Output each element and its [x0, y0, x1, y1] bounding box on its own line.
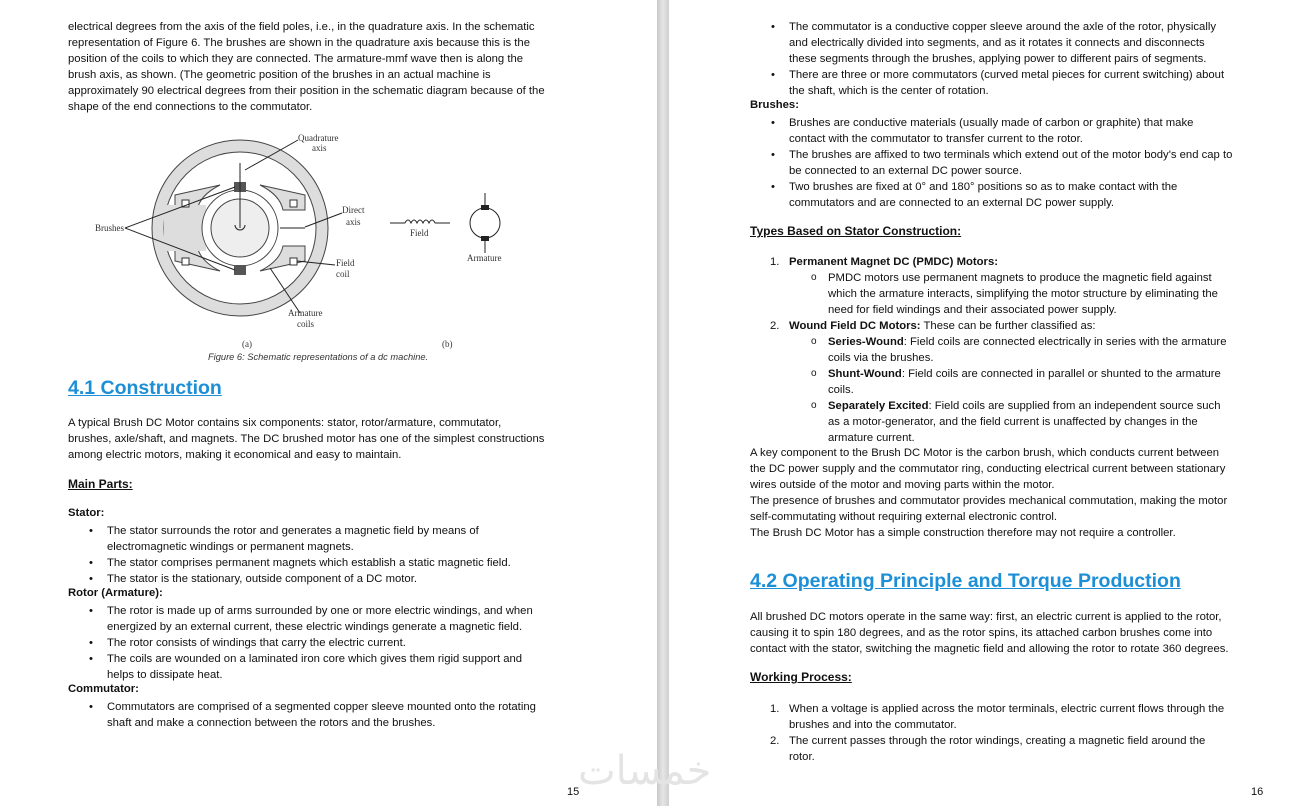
machine-cross-section: [125, 140, 342, 316]
figure-caption: Figure 6: Schematic representations of a dc machine.: [208, 352, 429, 362]
text-line: causing it to spin 180 degrees, and as the rotor spins, its attached carbon brushes come into: [750, 627, 1213, 639]
page-gutter: [657, 0, 669, 806]
list-item: [811, 334, 1227, 366]
list-item: [811, 270, 1218, 318]
text-line: rotor.: [789, 751, 815, 763]
label-armature-coils: Armature: [288, 308, 323, 318]
list-item: [89, 635, 533, 651]
watermark: خمسات: [578, 748, 712, 794]
list-item: [771, 147, 1233, 179]
bold-term: Shunt-Wound: [828, 368, 902, 380]
text-line: All brushed DC motors operate in the same way: first, an electric current is applied to the rotor,: [750, 611, 1222, 623]
label-armature: Armature: [467, 253, 502, 263]
bullet-icon: •: [771, 117, 775, 129]
text-line: need for field windings and their associated power supply.: [828, 304, 1117, 316]
label-field-coil: Field: [336, 258, 355, 268]
text-line: The coils are wounded on a laminated iron core which gives them rigid support and: [107, 653, 523, 665]
brushes-label: Brushes:: [750, 99, 799, 111]
text-line: contact with the stator, switching the magnetic field and allowing the rotor to rotate 360 degrees.: [750, 643, 1229, 655]
list-item: [89, 523, 511, 555]
list-item: [770, 733, 1224, 765]
field-symbol: [390, 220, 450, 223]
list-item: [89, 571, 511, 587]
text-line: When a voltage is applied across the motor terminals, electric current flows through the: [789, 703, 1225, 715]
rotor-list: [89, 603, 533, 683]
text-line: among electric motors, making it economical and easy to maintain.: [68, 449, 402, 461]
text-line: [828, 398, 1226, 414]
text-line: Two brushes are fixed at 0° and 180° positions so as to make contact with the: [789, 181, 1178, 193]
item-text: : Field coils are connected in parallel or shunted to the armature: [901, 368, 1221, 380]
bullet-icon: •: [771, 21, 775, 33]
commutator-list-cont: [771, 19, 1225, 99]
list-item: [811, 398, 1226, 446]
page-number: 16: [1251, 786, 1264, 798]
page-15: [0, 0, 657, 806]
brushes-list: [771, 115, 1233, 211]
list-item: [770, 254, 998, 270]
text-line: commutators and are connected to an external DC power supply.: [789, 197, 1115, 209]
bold-term: Series-Wound: [828, 336, 904, 348]
types-item-2: [770, 318, 1096, 334]
label-field: Field: [410, 228, 429, 238]
item-text: : Field coils are supplied from an independent source such: [928, 400, 1221, 412]
bullet-icon: •: [89, 701, 93, 713]
wound-list: [811, 334, 1227, 446]
text-line: The brushes are affixed to two terminals which extend out of the motor body's end cap to: [789, 149, 1233, 161]
text-line: these segments through the brushes, applying power to different pairs of segments.: [789, 53, 1207, 65]
bullet-icon: •: [771, 149, 775, 161]
key-paragraph: [750, 445, 1227, 541]
label-b: (b): [442, 339, 453, 349]
text-line: Brushes are conductive materials (usually made of carbon or graphite) that make: [789, 117, 1194, 129]
text-line: [789, 318, 1096, 334]
armature-symbol: [470, 193, 500, 253]
label-quadrature-axis: axis: [312, 143, 327, 153]
text-line: electromagnetic windings or permanent magnets.: [107, 541, 354, 553]
types-heading: Types Based on Stator Construction:: [750, 224, 962, 238]
text-line: be connected to an external DC power source.: [789, 165, 1022, 177]
label-quadrature: Quadrature: [298, 133, 339, 143]
list-number: 1.: [770, 703, 780, 715]
text-line: as a motor-generator, and the field current is unaffected by changes in the: [828, 416, 1198, 428]
list-number: 2.: [770, 320, 780, 332]
text-line: helps to dissipate heat.: [107, 669, 223, 681]
bullet-icon: •: [89, 637, 93, 649]
bullet-icon: •: [771, 181, 775, 193]
text-line: the shaft, which is the center of rotation.: [789, 85, 989, 97]
text-line: [828, 366, 1226, 382]
list-item: [811, 366, 1226, 398]
text-line: The stator surrounds the rotor and generates a magnetic field by means of: [107, 525, 479, 537]
text-line: [789, 254, 998, 270]
list-item: [770, 318, 1096, 334]
text-line: PMDC motors use permanent magnets to produce the magnetic field against: [828, 272, 1212, 284]
item-text: These can be further classified as:: [920, 320, 1096, 332]
list-number: 2.: [770, 735, 780, 747]
label-field-coil-2: coil: [336, 269, 350, 279]
bullet-icon: •: [89, 573, 93, 585]
stator-label: Stator:: [68, 507, 105, 519]
text-line: There are three or more commutators (curved metal pieces for current switching) about: [789, 69, 1225, 81]
text-line: The current passes through the rotor windings, creating a magnetic field around the: [789, 735, 1206, 747]
list-item: [89, 603, 533, 635]
text-line: position of the coils to which they are connected. The armature-mmf wave then is along the: [68, 53, 524, 65]
list-item: [89, 555, 511, 571]
bold-term: Permanent Magnet DC (PMDC) Motors:: [789, 256, 998, 268]
text-line: A typical Brush DC Motor contains six components: stator, rotor/armature, commutator,: [68, 417, 502, 429]
list-item: [770, 701, 1225, 733]
label-direct: Direct: [342, 205, 365, 215]
operating-paragraph: [750, 609, 1229, 657]
list-item: [771, 179, 1232, 211]
label-a: (a): [242, 339, 252, 349]
text-line: self-commutating without requiring external electronic control.: [750, 511, 1058, 523]
text-line: coils.: [828, 384, 854, 396]
working-process-heading: Working Process:: [750, 670, 852, 684]
text-line: shaft and make a connection between the rotors and the brushes.: [107, 717, 436, 729]
bullet-icon: •: [89, 605, 93, 617]
list-item: [771, 115, 1232, 147]
text-line: the DC power supply and the commutator ring, conducting electrical current between stationary: [750, 463, 1226, 475]
item-text: : Field coils are connected electrically in series with the armature: [903, 336, 1227, 348]
circle-bullet-icon: o: [811, 368, 817, 379]
bullet-icon: •: [771, 69, 775, 81]
rotor-label: Rotor (Armature):: [68, 587, 163, 599]
text-line: The stator is the stationary, outside component of a DC motor.: [107, 573, 417, 585]
bold-term: Separately Excited: [828, 400, 929, 412]
text-line: wires outside of the motor and moving parts within the motor.: [750, 479, 1055, 491]
text-line: brush axis, as shown. (The geometric position of the brushes in an actual machine is: [68, 69, 491, 81]
circle-bullet-icon: o: [811, 272, 817, 283]
label-direct-axis: axis: [346, 217, 361, 227]
commutator-list: [89, 699, 536, 731]
text-line: The rotor consists of windings that carry the electric current.: [107, 637, 406, 649]
heading-operating-principle[interactable]: 4.2 Operating Principle and Torque Production: [750, 570, 1181, 592]
stator-list: [89, 523, 511, 587]
commutator-label: Commutator:: [68, 683, 139, 695]
text-line: A key component to the Brush DC Motor is the carbon brush, which conducts current between: [750, 447, 1220, 459]
text-line: The Brush DC Motor has a simple construction therefore may not require a controller.: [750, 527, 1176, 539]
text-line: The stator comprises permanent magnets which establish a static magnetic field.: [107, 557, 511, 569]
main-parts-heading: Main Parts:: [68, 477, 133, 491]
heading-construction[interactable]: 4.1 Construction: [68, 377, 222, 399]
text-line: energized by an external current, these electric windings generate a magnetic field.: [107, 621, 523, 633]
list-item: [89, 699, 536, 731]
pmdc-list: [811, 270, 1218, 318]
text-line: The commutator is a conductive copper sleeve around the axle of the rotor, physically: [789, 21, 1216, 33]
working-list: [770, 701, 1225, 765]
label-brushes: Brushes: [95, 223, 124, 233]
text-line: The presence of brushes and commutator provides mechanical commutation, making the motor: [750, 495, 1228, 507]
circle-bullet-icon: o: [811, 336, 817, 347]
bold-term: Wound Field DC Motors:: [789, 320, 921, 332]
dc-machine-figure: [80, 125, 540, 355]
text-line: contact with the commutator to transfer current to the rotor.: [789, 133, 1083, 145]
circle-bullet-icon: o: [811, 400, 817, 411]
text-line: approximately 90 electrical degrees from their position in the schematic diagram because of the: [68, 85, 545, 97]
text-line: brushes, axle/shaft, and magnets. The DC brushed motor has one of the simplest constructions: [68, 433, 545, 445]
list-item: [89, 651, 533, 683]
list-item: [771, 19, 1224, 67]
types-item-1: [770, 254, 998, 270]
bullet-icon: •: [89, 525, 93, 537]
text-line: brushes and into the commutator.: [789, 719, 957, 731]
text-line: [828, 334, 1226, 350]
text-line: The rotor is made up of arms surrounded by one or more electric windings, and when: [107, 605, 533, 617]
construction-paragraph: [68, 415, 544, 463]
bullet-icon: •: [89, 557, 93, 569]
text-line: electrical degrees from the axis of the field poles, i.e., in the quadrature axis. In the schematic: [68, 21, 535, 33]
list-item: [771, 67, 1225, 99]
text-line: shape of the end connections to the commutator.: [68, 101, 313, 113]
page-number: 15: [567, 786, 580, 798]
bullet-icon: •: [89, 653, 93, 665]
list-number: 1.: [770, 256, 780, 268]
text-line: and electrically divided into segments, and as it rotates it connects and disconnects: [789, 37, 1205, 49]
page-16: [669, 0, 1316, 806]
text-line: coils via the brushes.: [828, 352, 934, 364]
text-line: which the armature interacts, simplifying the motor structure by eliminating the: [828, 288, 1218, 300]
text-line: representation of Figure 6. The brushes are shown in the quadrature axis because this is the: [68, 37, 530, 49]
text-line: Commutators are comprised of a segmented copper sleeve mounted onto the rotating: [107, 701, 536, 713]
label-armature-coils-2: coils: [297, 319, 314, 329]
text-line: armature current.: [828, 432, 915, 444]
intro-paragraph: [68, 19, 545, 115]
